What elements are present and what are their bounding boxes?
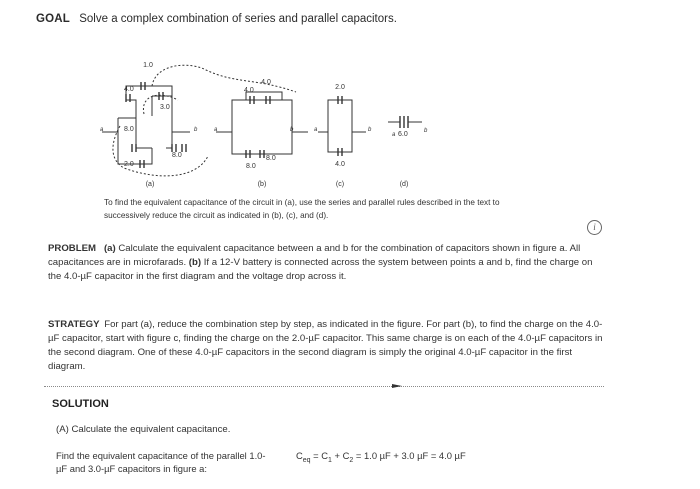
label-a-1: 1.0 [143,62,153,69]
label-a-8-right: 8.0 [172,152,182,159]
problem-part-b-text: If a 12-V battery is connected across the system between points a and b, find the charge on the 4.0-µF capacitor in the first diagram and the voltage drop across it. [48,257,593,282]
problem-part-a-text: Calculate the equivalent capacitance between a and b for the combination of capacitors shown in figure a. All capacitances are in microfarads. [48,243,581,268]
wire [136,118,152,148]
capacitor-symbols [400,116,408,128]
goal-label: GOAL [36,13,71,25]
strategy-label: STRATEGY [48,319,100,330]
eq-lhs: C [296,450,303,461]
label-b-4-outer: 4.0 [261,79,271,86]
panel-label-b: (b) [257,181,267,188]
caption-line-1: To find the equivalent capacitance of the circuit in (a), use the series and parallel rules described in the text to [104,198,500,207]
goal-text: Solve a complex combination of series and parallel capacitors. [79,13,397,25]
problem-part-b-label: (b) [188,257,202,268]
capacitor-8a [132,144,136,152]
panel-label-a: (a) [145,181,155,188]
panel-label-d: (d) [399,181,409,188]
label-a-4: 4.0 [124,86,134,93]
solution-step-1-text: Find the equivalent capacitance of the parallel 1.0-µF and 3.0-µF capacitors in figure a: [56,450,266,474]
capacitor-symbols [246,96,270,158]
solution-heading: SOLUTION [52,398,109,410]
goal-line [36,13,397,25]
node-a-c: a [314,127,318,133]
label-b-8: 8.0 [246,163,256,170]
circuit-diagrams [96,56,456,192]
diagram-d [388,116,422,128]
diagram-c [318,96,366,156]
wire [172,118,190,132]
label-c-4: 4.0 [335,161,345,168]
eq-rhs-c: = C [310,450,329,461]
label-c-2: 2.0 [335,84,345,91]
node-b-c: b [368,127,372,133]
solution-part-a: (A) Calculate the equivalent capacitance. [56,424,231,435]
node-b-b: b [290,127,294,133]
label-b-4: 4.0 [244,87,254,94]
dashed-outline [152,65,296,92]
capacitor-symbols [338,96,342,156]
capacitor-6 [400,116,408,128]
node-b-d: b [424,128,428,134]
node-a-left: a [100,127,104,133]
node-a-b: a [214,127,218,133]
label-a-3: 3.0 [160,104,170,111]
strategy-text: For part (a), reduce the combination step by step, as indicated in the figure. For part (b), to find the charge on the 4.0-µF capacitor, start with figure c, finding the charge on the 2.0-µF capacitor. This same charge is on each of the 4.0-µF capacitors in the second diagram. One of these 4.0-µF capacitors in the second diagram is simply the original 4.0-µF capacitor in the first diagram. [48,319,603,372]
wire [118,118,152,164]
label-a-2: 2.0 [124,161,134,168]
circuit-figure [96,56,456,192]
strategy-section [48,318,608,374]
problem-section [48,242,608,284]
label-d-6: 6.0 [398,131,408,138]
info-icon[interactable]: i [587,220,602,235]
node-b-left: b [194,127,198,133]
eq-c2-sub: 2 [349,456,354,464]
wire [328,132,352,152]
figure-caption [104,196,594,222]
divider-marker-icon [392,383,402,389]
capacitor-4 [126,94,130,102]
problem-part-a-label: (a) [103,243,116,254]
problem-label: PROBLEM [48,243,96,254]
eq-result: = 1.0 µF + 3.0 µF = 4.0 µF [353,450,466,461]
eq-plus-c: + C [331,450,350,461]
wire [232,132,292,154]
diagram-b [216,92,308,158]
label-b-8-inner: 8.0 [266,155,276,162]
caption-line-2: successively reduce the circuit as indicated in (b), (c), and (d). [104,211,329,220]
wire [318,100,366,132]
label-a-8-left: 8.0 [124,126,134,133]
dashed-outline [113,126,208,176]
eq-lhs-sub: eq [302,456,311,464]
wire [216,100,308,132]
solution-step-1-equation [296,450,466,464]
wire [166,132,172,148]
capacitor-8b [172,144,186,152]
node-a-d: a [392,132,396,138]
panel-label-c: (c) [335,181,345,188]
eq-c1-sub: 1 [328,456,332,464]
section-divider [44,386,604,387]
